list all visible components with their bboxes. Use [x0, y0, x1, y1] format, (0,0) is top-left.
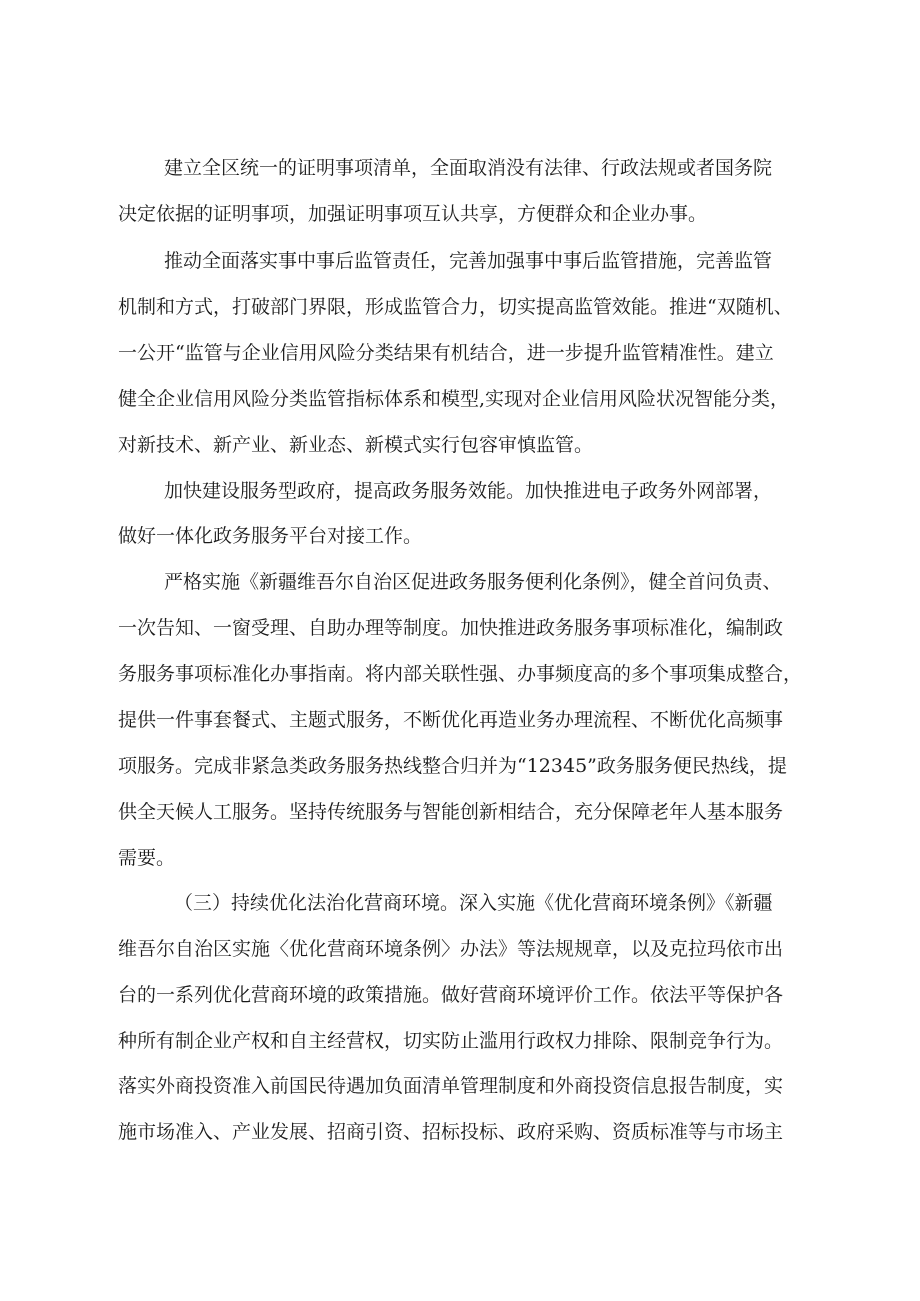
p5-line-2: 维吾尔自治区实施〈优化营商环境条例〉办法》等法规规章，以及克拉玛依市出: [118, 938, 784, 960]
p3-line-1: 加快建设服务型政府，提高政务服务效能。加快推进电子政务外网部署，: [164, 480, 773, 502]
p5-line-4: 种所有制企业产权和自主经营权，切实防止滥用行政权力排除、限制竞争行为。: [118, 1030, 784, 1052]
p4-line-2: 一次告知、一窗受理、自助办理等制度。加快推进政务服务事项标准化，编制政: [118, 617, 784, 639]
p2-line-3: 一公开“监管与企业信用风险分类结果有机结合，进一步提升监管精准性。建立: [118, 342, 774, 364]
p4-line-7: 需要。: [118, 847, 176, 869]
p2-line-1: 推动全面落实事中事后监管责任，完善加强事中事后监管措施，完善监管: [164, 250, 773, 272]
p2-line-2: 机制和方式，打破部门界限，形成监管合力，切实提高监管效能。推进“双随机、: [118, 296, 793, 318]
p1-line-2: 决定依据的证明事项，加强证明事项互认共享，方便群众和企业办事。: [118, 203, 708, 225]
p4-line-4: 提供一件事套餐式、主题式服务，不断优化再造业务办理流程、不断优化高频事: [118, 709, 784, 731]
p5-line-5: 落实外商投资准入前国民待遇加负面清单管理制度和外商投资信息报告制度，实: [118, 1075, 784, 1097]
p1-line-1: 建立全区统一的证明事项清单，全面取消没有法律、行政法规或者国务院: [164, 157, 773, 179]
p4-line-6: 供全天候人工服务。坚持传统服务与智能创新相结合，充分保障老年人基本服务: [118, 801, 784, 823]
p4-line-1: 严格实施《新疆维吾尔自治区促进政务服务便利化条例》，健全首问负责、: [164, 571, 782, 593]
p3-line-2: 做好一体化政务服务平台对接工作。: [118, 525, 423, 547]
p5-line-6: 施市场准入、产业发展、招商引资、招标投标、政府采购、资质标准等与市场主: [118, 1121, 784, 1143]
p5-line-3: 台的一系列优化营商环境的政策措施。做好营商环境评价工作。依法平等保护各: [118, 984, 784, 1006]
p5-line-1: （三）持续优化法治化营商环境。深入实施《优化营商环境条例》《新疆: [174, 892, 773, 914]
p4-line-3: 务服务事项标准化办事指南。将内部关联性强、办事频度高的多个事项集成整合，: [118, 663, 803, 685]
p2-line-5: 对新技术、新产业、新业态、新模式实行包容审慎监管。: [118, 434, 594, 456]
p4-line-5: 项服务。完成非紧急类政务服务热线整合归并为“12345”政务服务便民热线，提: [118, 755, 787, 777]
p2-line-4: 健全企业信用风险分类监管指标体系和模型,实现对企业信用风险状况智能分类，: [118, 388, 790, 410]
